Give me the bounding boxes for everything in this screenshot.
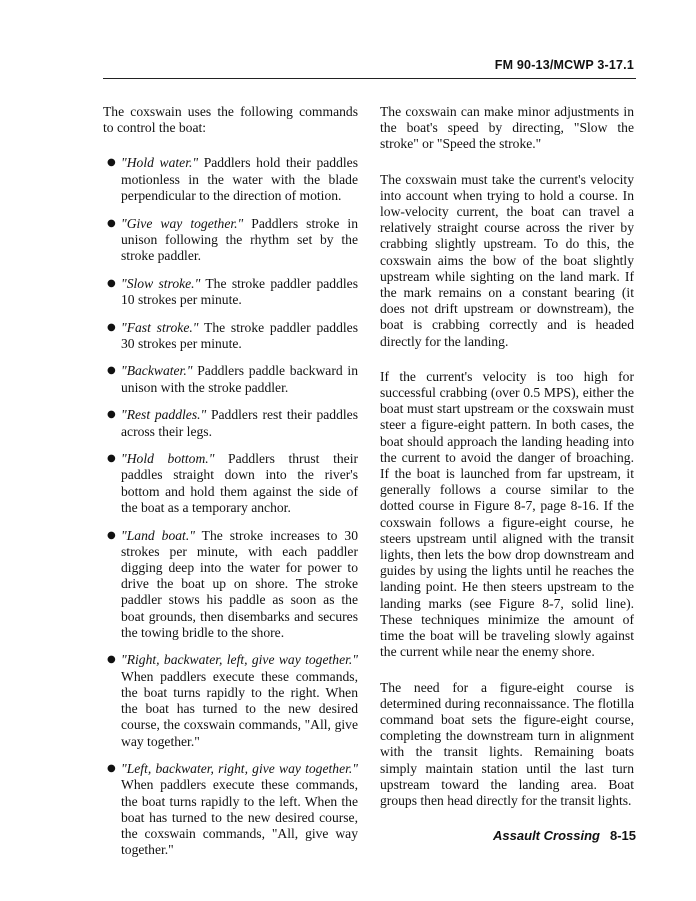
paragraph-current-velocity: The coxswain must take the current's velocity into account when trying to hold a course. In low-velocity current, the boat can travel a relatively straight course across the river by crabbing slightly upstream. To do this, the coxswain aims the bow of the boat slightly upstream while sighting on the land mark. If the mark remains on a constant bearing (it does not drift upstream or downstream), the boat is crabbing correctly and is headed directly for the landing. [380,171,634,349]
command-text: Paddlers stroke in unison following the rhythm set by the stroke paddler. [121,215,359,263]
paragraph-figure-eight: If the current's velocity is too high for successful crabbing (over 0.5 MPS), either the boat must start upstream or the coxswain must steer a figure-eight pattern. In both cases, the boat should approach the landing heading into the current to avoid the danger of broaching. If the boat is launched from far upstream, it generally follows a course similar to the dotted course in Figure 8-7, page 8-16. If the coxswain follows a figure-eight course, he steers upstream until aligned with the transit lights, then lets the bow drop downstream and guides by using the lights until he reaches the landing point. He then steers upstream to the landing marks (see Figure 8-7, solid line). These techniques minimize the amount of time the boat will be traveling slowly against the current while near the enemy shore. [380,368,634,660]
command-text: When paddlers execute these commands, the boat turns rapidly to the right. When the boat has turned to the new desired course, the coxswain commands, "All, give way together." [121,668,358,749]
header-rule [103,78,636,79]
command-text: When paddlers execute these commands, the boat turns rapidly to the left. When the boat has turned to the new desired course, the coxswain commands, "All, give way together." [121,777,358,858]
command-quote: "Hold bottom." [121,451,215,467]
running-footer [493,828,636,843]
list-item [103,407,358,439]
bullet-icon: ● [107,277,116,289]
list-item [103,155,358,204]
command-text: Paddlers rest their paddles across their legs. [121,407,358,439]
command-quote: "Land boat." [121,527,195,543]
paragraph-reconnaissance: The need for a figure-eight course is determined during reconnaissance. The flotilla command boat sets the figure-eight course, completing the downstream turn in alignment with the transit lights. Remaining boats simply maintain station until the last turn upstream toward the landing area. Boat groups then head directly for the transit lights. [380,679,634,808]
bullet-icon: ● [107,654,116,666]
command-quote: "Slow stroke." [121,275,201,291]
section-title: Assault Crossing [493,828,600,843]
command-quote: "Fast stroke." [121,319,199,335]
list-item [103,652,358,749]
bullet-icon: ● [107,453,116,465]
intro-paragraph: The coxswain uses the following commands to control the boat: [103,104,358,136]
command-text: The stroke paddler paddles 30 strokes per minute. [121,319,358,351]
list-item [103,276,358,308]
command-quote: "Give way together." [121,215,244,231]
command-quote: "Right, backwater, left, give way together." [121,652,358,668]
bullet-icon: ● [107,157,116,169]
command-text: Paddlers thrust their paddles straight down into the river's bottom and hold them against the side of the boat as a temporary anchor. [121,451,358,515]
paragraph-speed-adjustment: The coxswain can make minor adjustments in the boat's speed by directing, "Slow the stroke" or "Speed the stroke." [380,104,634,152]
list-item [103,320,358,352]
left-column [103,104,358,870]
command-text: The stroke increases to 30 strokes per minute, with each paddler digging deep into the water for power to drive the boat up on shore. The stroke paddler stows his paddle as soon as the boat grounds, then disembarks and secures the towing bridle to the shore. [121,527,358,640]
command-quote: "Backwater." [121,363,193,379]
right-column [380,104,634,828]
bullet-icon: ● [107,321,116,333]
command-text: Paddlers paddle backward in unison with the stroke paddler. [121,363,358,395]
command-text: Paddlers hold their paddles motionless in the water with the blade perpendicular to the direction of motion. [121,155,359,203]
bullet-icon: ● [107,409,116,421]
bullet-icon: ● [107,365,116,377]
command-quote: "Left, backwater, right, give way together." [121,761,358,777]
bullet-icon: ● [107,763,116,775]
list-item [103,451,358,516]
list-item [103,216,358,265]
bullet-icon: ● [107,217,116,229]
command-text: The stroke paddler paddles 10 strokes per minute. [121,275,358,307]
running-header: FM 90-13/MCWP 3-17.1 [494,58,634,72]
page-number: 8-15 [609,828,636,843]
list-item [103,528,358,641]
command-list [103,155,358,858]
list-item [103,363,358,395]
command-quote: "Rest paddles." [121,407,207,423]
bullet-icon: ● [107,529,116,541]
command-quote: "Hold water." [121,155,199,171]
list-item [103,761,358,858]
